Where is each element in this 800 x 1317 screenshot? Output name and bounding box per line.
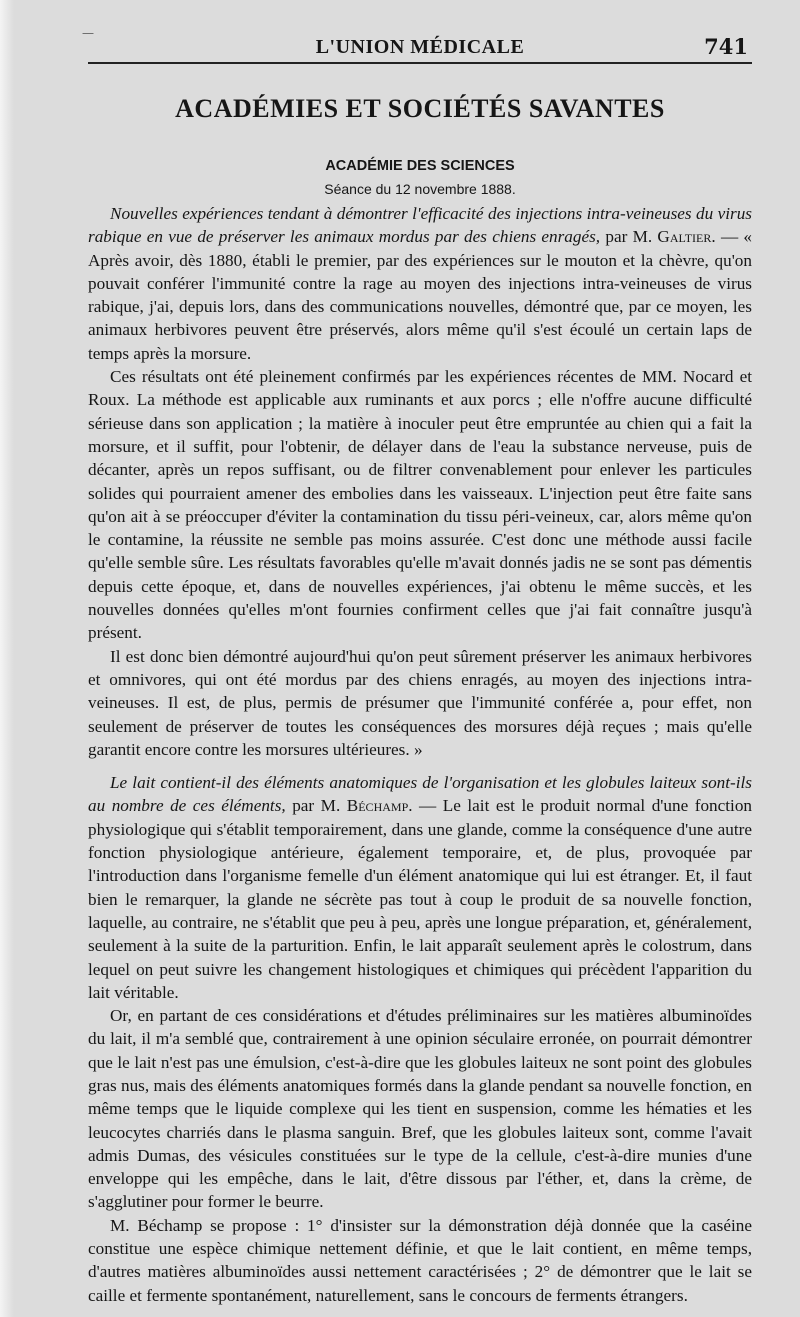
session-date: Séance du 12 novembre 1888. (324, 181, 516, 197)
article-bechamp-paragraph-3: M. Béchamp se propose : 1° d'insister sur la démonstration déjà donnée que la caséine constitue une espèce chimique nettement définie, et que le lait contient, en même temps, d'autres matières albuminoïdes aussi nettement caractérisées ; 2° de démontrer que le lait se caille et fermente spontanément, naturellement, sans le concours de ferments étrangers. (88, 1215, 752, 1305)
article-bechamp-paragraph-2: Or, en partant de ces considérations et d'études préliminaires sur les matières albuminoïdes du lait, il m'a semblé que, contrairement à une opinion séculaire erronée, on pourrait démontrer que le lait n'est pas une émulsion, c'est-à-dire que les globules laiteux ne sont point des globules gras nus, mais des éléments anatomiques formés dans la glande pendant sa nouvelle fonction, en même temps que le liquide complexe qui les tient en suspension, comme les hématies et les leucocytes charriés dans le plasma sanguin. Bref, que les globules laiteux sont, comme l'avait admis Dumas, des vésicules constituées sur le type de la cellule, c'est-à-dire munies d'une enveloppe qui les empêche, dans le lait, d'être dissous par l'éther, et, dans la crème, de s'agglutiner pour former le beurre. (88, 1006, 752, 1212)
article-galtier-text: . — « Après avoir, dès 1880, établi le premier, par des expériences sur le mouton et la chèvre, qu'on pouvait conférer l'immunité contre la rage au moyen des injections intra-veineuses de virus rabique, j'ai, depuis lors, dans des communications nouvelles, démontré que, par ce moyen, les animaux herbivores peuvent être préservés, alors même qu'il s'est écoulé un certain laps de temps après la morsure. (88, 227, 752, 363)
journal-title: L'UNION MÉDICALE (315, 36, 525, 58)
page-number: 741 (704, 34, 748, 59)
article-galtier-paragraph-2: Ces résultats ont été pleinement confirmés par les expériences récentes de MM. Nocard et Roux. La méthode est applicable aux ruminants et aux porcs ; elle n'offre aucune difficulté sérieuse dans son application ; la matière à inoculer peut être empruntée au chien qui a fait la morsure, et il suffit, pour l'obtenir, de délayer dans de l'eau la substance nerveuse, puis de décanter, après un repos suffisant, ou de filtrer convenablement pour enlever les particules solides qui pourraient amener des embolies dans les vaisseaux. L'injection peut être faite sans qu'on ait à se préoccuper d'éviter la contamination du tissu péri-veineux, car, alors même qu'on le contamine, la réussite ne semble pas moins assurée. C'est donc une méthode aussi facile qu'elle semble sûre. Les résultats favorables qu'elle m'avait donnés jadis ne se sont pas démentis depuis cette époque, et, dans de nouvelles expériences, j'ai obtenu le même succès, et les nouvelles données qu'elles m'ont fournies confirment celles que j'ai fait connaître jusqu'à présent. (88, 367, 752, 643)
article-bechamp-by: par M. (285, 796, 347, 816)
section-title: ACADÉMIES ET SOCIÉTÉS SAVANTES (175, 94, 665, 123)
corner-dash: — (82, 26, 94, 40)
page-binding-edge (0, 0, 14, 1317)
article-bechamp-author: Béchamp (346, 796, 409, 816)
article-galtier-paragraph-3: Il est donc bien démontré aujourd'hui qu'on peut sûrement préserver les animaux herbivores et omnivores, qui ont été mordus par des chiens enragés, au moyen des injections intra-veineuses. Il est, de plus, permis de présumer que l'immunité conférée a, pour effet, non seulement de préserver de toutes les conséquences des morsures déjà reçues ; mais qu'elle garantit encore contre les morsures ultérieures. » (88, 646, 752, 759)
article-bechamp-title: Le lait contient-il des éléments anatomiques de l'organisation et les globules laiteux sont-ils au nombre de ces éléments, (88, 773, 752, 816)
article-galtier-author: Galtier (657, 227, 712, 247)
article-galtier-title: Nouvelles expériences tendant à démontrer l'efficacité des injections intra-veineuses du virus rabique en vue de préserver les animaux mordus par des chiens enragés, (88, 204, 752, 247)
article-bechamp-text: . — Le lait est le produit normal d'une fonction physiologique qui s'établit temporairement, dans une glande, comme la conséquence d'une autre fonction physiologique antérieure, également temporaire, et, de plus, provoquée par l'introduction dans l'organisme femelle d'un élément anatomique qui lui est étranger. Et, il faut bien le remarquer, la glande ne sécrète pas tout à coup le produit de sa nouvelle fonction, laquelle, au contraire, ne s'établit que peu à peu, après une longue préparation, et, généralement, seulement à la suite de la parturition. Enfin, le lait apparaît seulement après le colostrum, dans lequel on peut suivre les changement histologiques et chimiques qui précèdent l'apparition du lait véritable. (88, 796, 753, 1002)
academy-heading: ACADÉMIE DES SCIENCES (325, 158, 515, 174)
article-galtier-first-paragraph (88, 202, 752, 365)
page-body (88, 80, 752, 1307)
article-galtier-by: par M. (600, 227, 658, 247)
running-header (88, 32, 752, 64)
article-bechamp-first-paragraph (88, 771, 752, 1004)
